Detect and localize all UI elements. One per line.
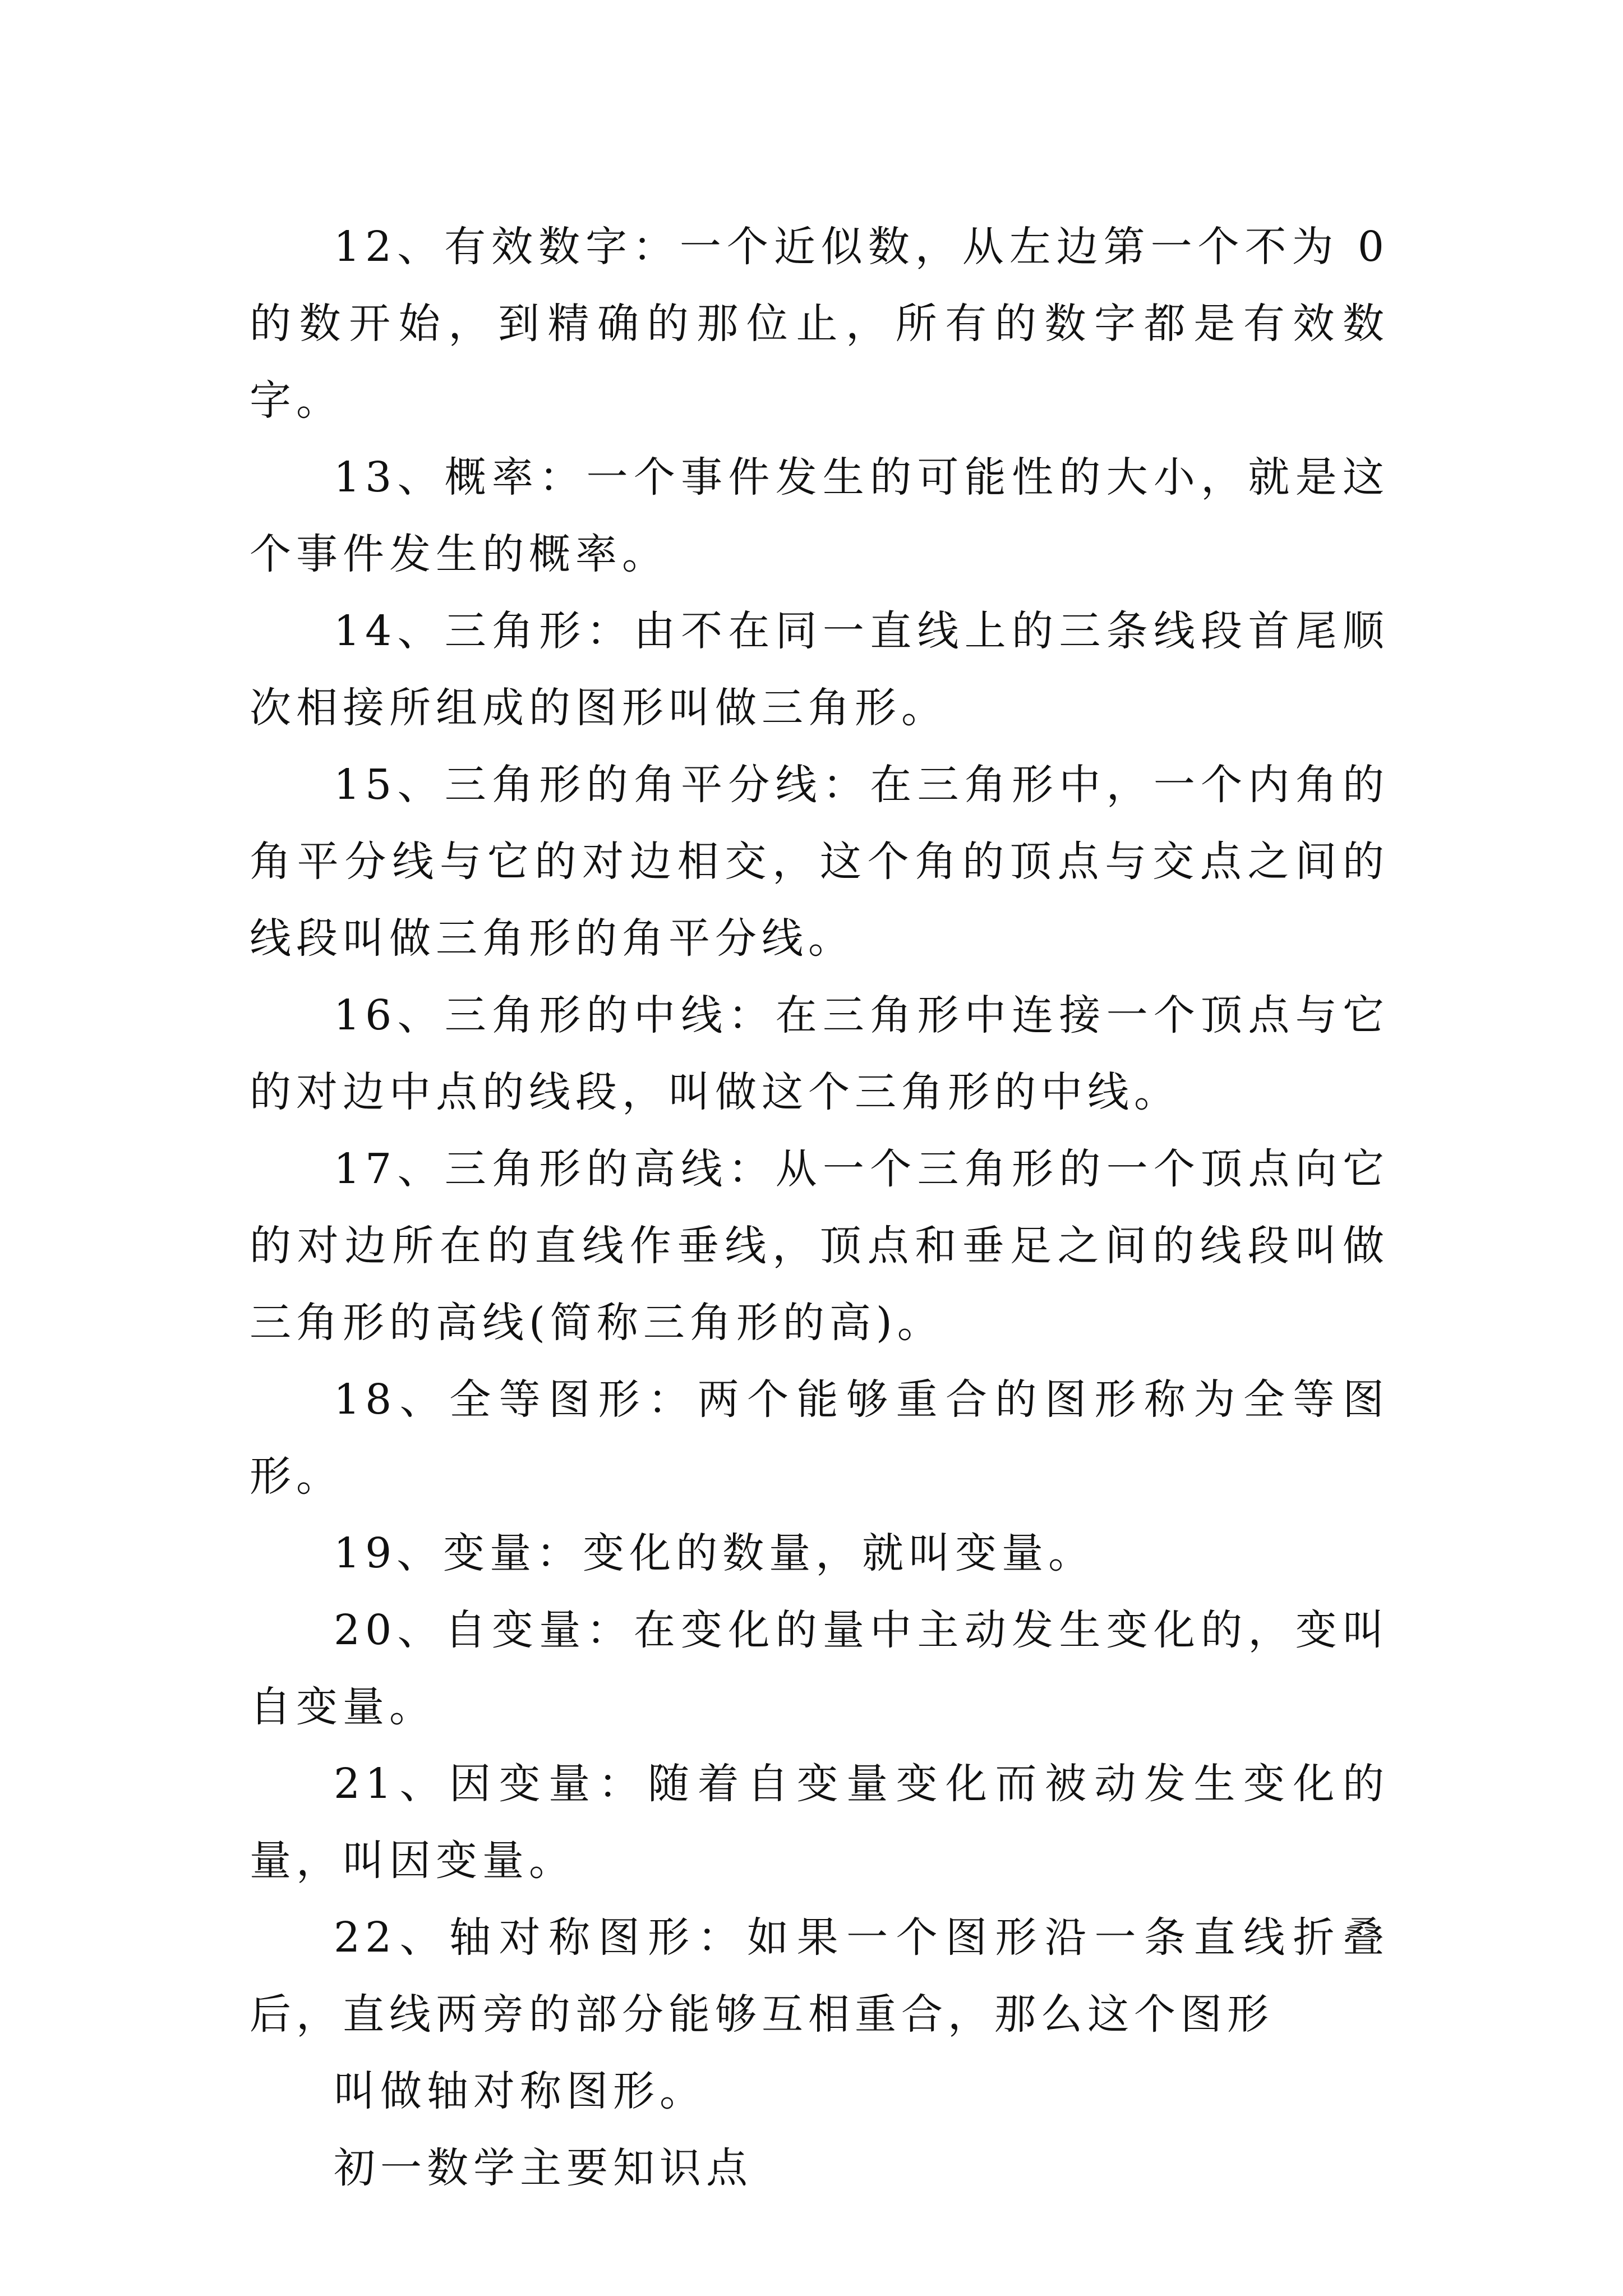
paragraph-13-probability: 13、概率：一个事件发生的可能性的大小，就是这个事件发生的概率。 (250, 453, 1389, 578)
section-heading: 初一数学主要知识点 (334, 2144, 753, 2192)
paragraph-18-congruent-figures: 18、全等图形：两个能够重合的图形称为全等图形。 (250, 1375, 1389, 1501)
paragraph-15-angle-bisector: 15、三角形的角平分线：在三角形中，一个内角的角平分线与它的对边相交，这个角的顶点与交点之间的线段叫做三角形的角平分线。 (250, 761, 1389, 963)
paragraph-14-triangle: 14、三角形：由不在同一直线上的三条线段首尾顺次相接所组成的图形叫做三角形。 (250, 607, 1389, 732)
paragraph-17-altitude: 17、三角形的高线：从一个三角形的一个顶点向它的对边所在的直线作垂线，顶点和垂足之间的线段叫做三角形的高线(简称三角形的高)。 (250, 1145, 1389, 1347)
paragraph-22-continuation: 叫做轴对称图形。 (334, 2067, 706, 2115)
paragraph-19-variable: 19、变量：变化的数量，就叫变量。 (334, 1529, 1095, 1577)
paragraph-12-significant-figures: 12、有效数字：一个近似数，从左边第一个不为 0 的数开始，到精确的那位止，所有的数字都是有效数字。 (250, 223, 1389, 425)
paragraph-20-independent-variable: 20、自变量：在变化的量中主动发生变化的，变叫自变量。 (250, 1606, 1389, 1731)
paragraph-22-axial-symmetry: 22、轴对称图形：如果一个图形沿一条直线折叠后，直线两旁的部分能够互相重合，那么这个图形 (250, 1913, 1389, 2039)
document-body (250, 209, 1389, 2207)
paragraph-21-dependent-variable: 21、因变量：随着自变量变化而被动发生变化的量，叫因变量。 (250, 1760, 1389, 1885)
paragraph-16-median: 16、三角形的中线：在三角形中连接一个顶点与它的对边中点的线段，叫做这个三角形的中线。 (250, 991, 1389, 1116)
